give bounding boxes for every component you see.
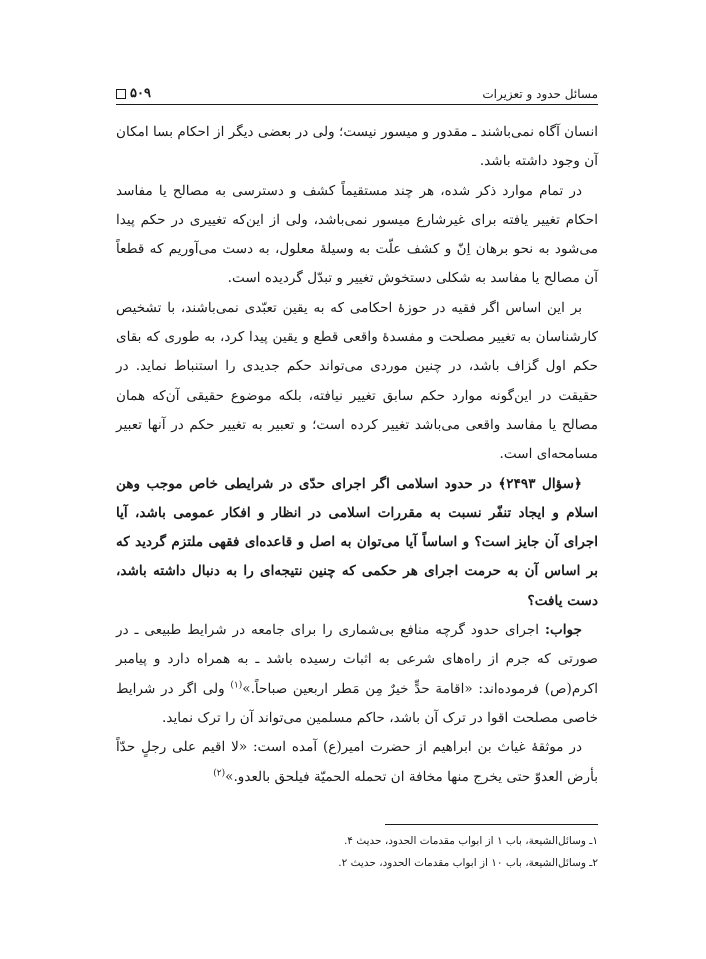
running-header [116, 80, 598, 102]
header-title: مسائل حدود و تعزیرات [482, 87, 598, 101]
paragraph-3: بر این اساس اگر فقیه در حوزهٔ احکامی که به یقین تعبّدی نمی‌باشند، با تشخیص کارشناسان به تغییر مصلحت و مفسدهٔ واقعی قطع و یقین پیدا کرد، به طوری که بقای حکم اول گزاف باشد، در چنین موردی می‌تواند حکم جدیدی را استنباط نماید. در حقیقت در این‌گونه موارد حکم سابق تغییر نیافته، بلکه موضوع حقیقی آن‌که همان مصالح یا مفاسد واقعی می‌باشد تغییر کرده است؛ و تعبیر به تغییر حکم در آنها تعبیر مسامحه‌ای است. [116, 299, 598, 463]
answer-text: اجرای حدود گرچه منافع بی‌شماری را برای جامعه در شرایط طبیعی ـ در صورتی که جرم از راه‌های شرعی به اثبات رسیده باشد ـ به همراه دارد و پیامبر اکرم(ص) فرموده‌اند: «اقامة حدٍّ خیرٌ مِن مَطر اربعین صباحاً.» [116, 622, 598, 697]
page-number-text: ۵۰۹ [130, 86, 151, 101]
paragraph-last [116, 733, 598, 792]
footnote-2: ۲ـ وسائل‌الشیعة، باب ۱۰ از ابواب مقدمات الحدود، حدیث ۲. [338, 857, 598, 869]
header-divider [116, 104, 598, 105]
question-text: در حدود اسلامی اگر اجرای حدّی در شرایطی خاص موجب وهن اسلام و ایجاد تنفّر نسبت به مقررات اسلامی در انظار و افکار عمومی باشد، آیا اجرای آن جایز است؟ و اساساً آیا می‌توان به اصل و قاعده‌ای فقهی ملتزم گردید که بر اساس آن به حرمت اجرای هر حکمی که چنین نتیجه‌ای را به دنبال داشته باشد، دست یافت؟ [116, 475, 598, 609]
paragraph-1: انسان آگاه نمی‌باشند ـ مقدور و میسور نیست؛ ولی در بعضی دیگر از احکام بسا امکان آن وجود داشته باشد. [116, 124, 598, 170]
paragraph-2: در تمام موارد ذکر شده، هر چند مستقیماً کشف و دسترسی به مصالح یا مفاسد احکام تغییر یافته برای غیرشارع میسور نمی‌باشد، ولی از این‌که تغییری در حکم پیدا می‌شود به نحو برهان اِنّ و کشف علّت به وسیلهٔ معلول، به دست می‌آوریم که قطعاً آن مصالح یا مفاسد به شکلی دستخوش تغییر و تبدّل گردیده است. [116, 182, 598, 287]
question-paragraph [116, 470, 598, 616]
footnote-ref-1: (۱) [230, 680, 243, 691]
footnotes [116, 830, 598, 874]
footnote-ref-2: (۲) [213, 768, 226, 778]
square-ornament-icon [116, 89, 126, 99]
body-text [116, 118, 598, 792]
page-number [116, 86, 151, 102]
footnote-divider [385, 824, 598, 825]
paragraph-last-text: در موثقهٔ غیاث بن ابراهیم از حضرت امیر(ع) آمده است: «لا اقیم علی رجلٍ حدّاً بأرض العدوّ حتی یخرج منها مخافة ان تحمله الحمیّة فیلحق بالعدو.» [116, 739, 598, 785]
question-label: ﴿سؤال ۲۴۹۳﴾ [498, 475, 582, 492]
answer-text-continued: ولی اگر در شرایط خاصی مصلحت اقوا در ترک آن باشد، حاکم مسلمین می‌تواند آن را ترک نماید. [116, 680, 598, 726]
answer-paragraph [116, 616, 598, 733]
answer-label: جواب: [544, 622, 582, 639]
footnote-1: ۱ـ وسائل‌الشیعة، باب ۱ از ابواب مقدمات الحدود، حدیث ۴. [343, 835, 598, 847]
